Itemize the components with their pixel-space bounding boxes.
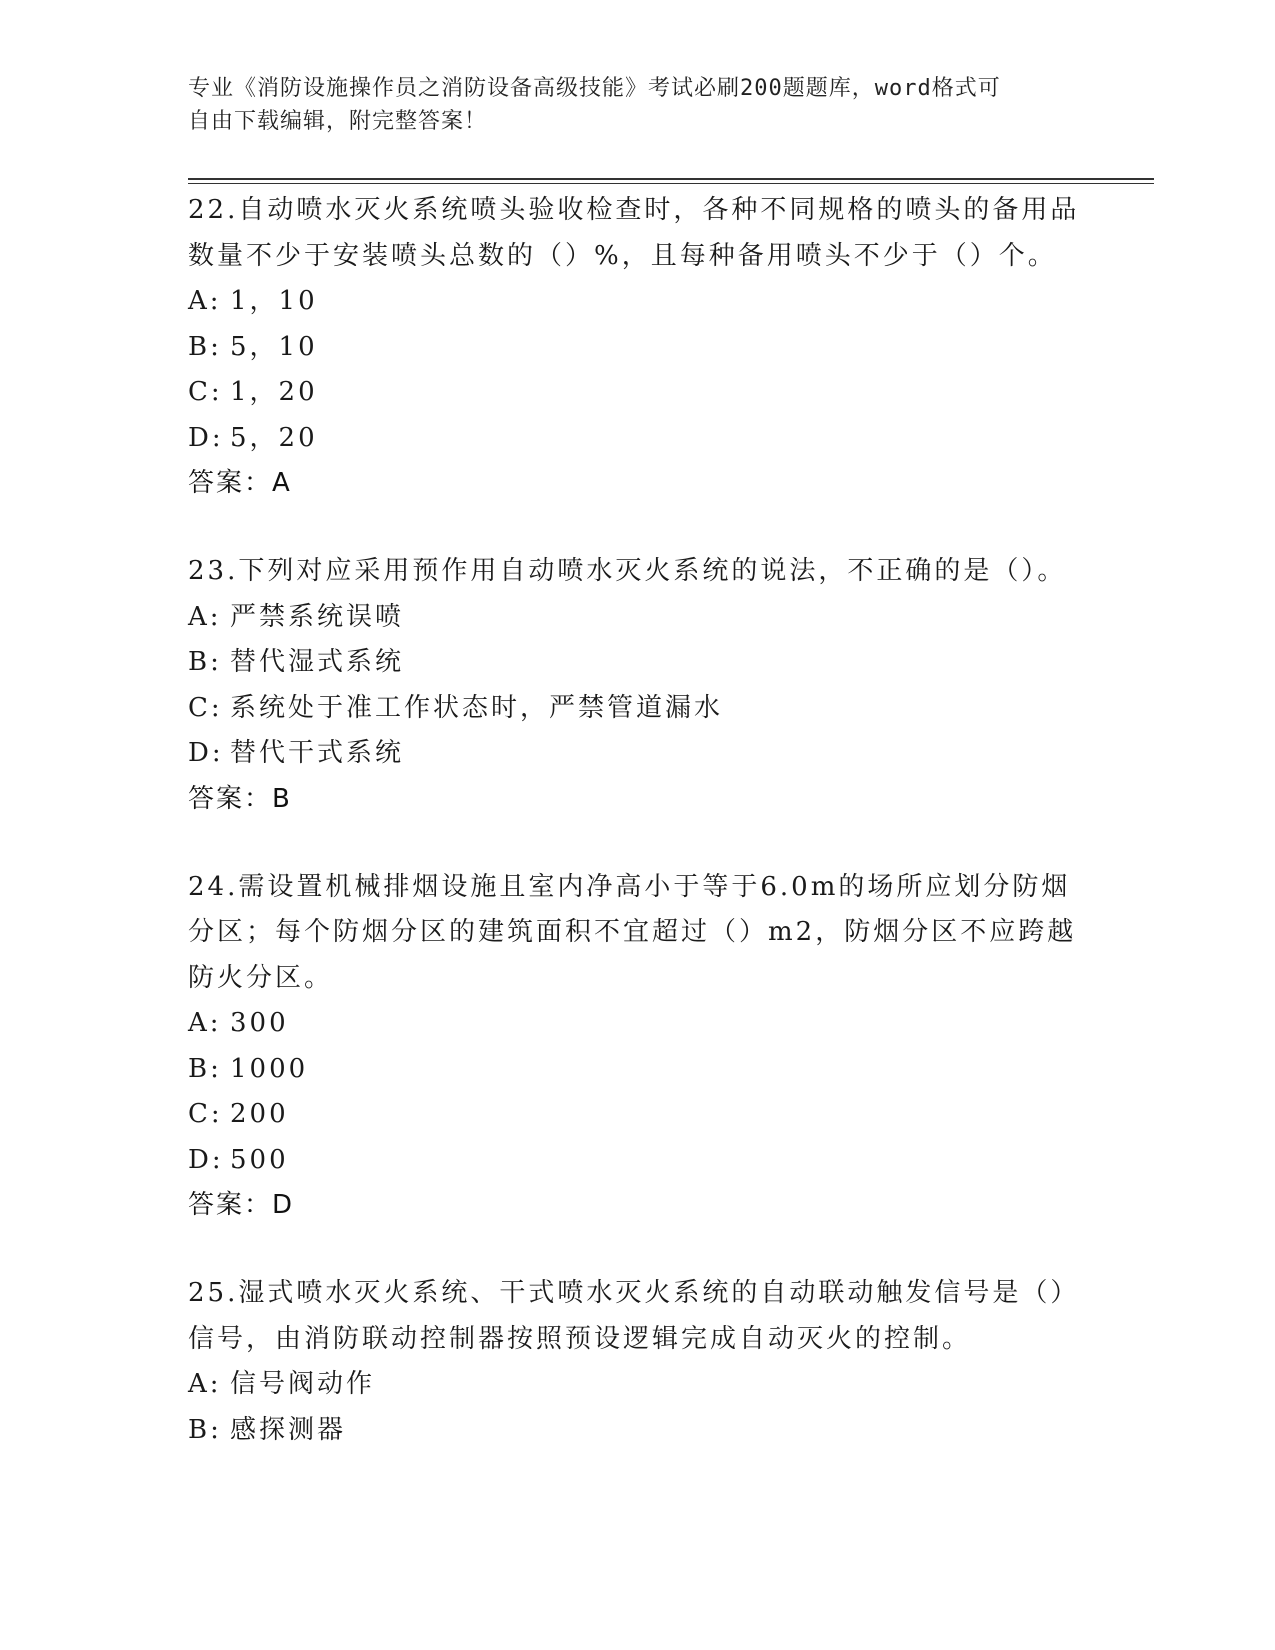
question-23 (188, 549, 1088, 821)
option-text: 1，10 (230, 286, 318, 316)
question-list (188, 188, 1088, 1453)
header-divider-thin (188, 183, 1154, 184)
question-25 (188, 1271, 1088, 1453)
option-text: 感探测器 (230, 1414, 347, 1445)
option-letter: D: (188, 422, 224, 453)
option-text: 200 (230, 1099, 289, 1129)
option-text: 替代干式系统 (230, 738, 405, 768)
option-text: 系统处于准工作状态时，严禁管道漏水 (230, 692, 724, 723)
option-letter: D: (188, 738, 224, 768)
option-b (188, 1408, 1088, 1454)
option-text: 5，20 (230, 422, 318, 453)
option-letter: A: (188, 601, 222, 632)
option-c (188, 370, 1088, 416)
option-b (188, 325, 1088, 371)
answer-line: 答案：A (188, 468, 292, 498)
option-letter: B: (188, 1414, 222, 1445)
document-header (188, 72, 1068, 138)
question-stem: 23.下列对应采用预作用自动喷水灭火系统的说法，不正确的是（）。 (188, 556, 1067, 586)
option-a (188, 1001, 1088, 1047)
option-text: 严禁系统误喷 (230, 601, 405, 632)
option-letter: C: (188, 377, 223, 407)
question-22 (188, 188, 1088, 505)
option-d (188, 1138, 1088, 1184)
option-letter: C: (188, 692, 223, 723)
option-text: 信号阀动作 (230, 1369, 376, 1399)
option-letter: A: (188, 286, 222, 316)
option-letter: D: (188, 1144, 224, 1175)
option-letter: B: (188, 331, 222, 362)
answer-line: 答案：B (188, 783, 292, 814)
question-24 (188, 865, 1088, 1228)
option-text: 1，20 (230, 377, 318, 407)
option-letter: A: (188, 1008, 222, 1038)
question-stem: 22.自动喷水灭火系统喷头验收检查时，各种不同规格的喷头的备用品数量不少于安装喷头总数的（）%，且每种备用喷头不少于（）个。 (188, 195, 1080, 271)
option-a (188, 279, 1088, 325)
option-a (188, 595, 1088, 641)
option-a (188, 1362, 1088, 1408)
option-text: 300 (230, 1008, 289, 1038)
answer-line: 答案：D (188, 1190, 295, 1220)
option-d (188, 416, 1088, 462)
option-d (188, 731, 1088, 777)
option-text: 1000 (230, 1053, 309, 1084)
option-text: 5，10 (230, 331, 318, 362)
option-letter: C: (188, 1099, 223, 1129)
header-divider-thick (188, 178, 1154, 180)
option-c (188, 686, 1088, 732)
question-stem: 25.湿式喷水灭火系统、干式喷水灭火系统的自动联动触发信号是（）信号，由消防联动控制器按照预设逻辑完成自动灭火的控制。 (188, 1278, 1080, 1354)
option-text: 替代湿式系统 (230, 647, 405, 677)
option-c (188, 1092, 1088, 1138)
question-stem: 24.需设置机械排烟设施且室内净高小于等于6.0m的场所应划分防烟分区；每个防烟分区的建筑面积不宜超过（）m2，防烟分区不应跨越防火分区。 (188, 871, 1077, 993)
header-line-1: 专业《消防设施操作员之消防设备高级技能》考试必刷200题题库，word格式可 (188, 76, 1001, 101)
option-letter: B: (188, 1053, 222, 1084)
header-line-2: 自由下载编辑，附完整答案！ (188, 109, 488, 134)
option-b (188, 640, 1088, 686)
option-text: 500 (230, 1144, 289, 1175)
option-letter: A: (188, 1369, 222, 1399)
option-b (188, 1047, 1088, 1093)
option-letter: B: (188, 647, 222, 677)
